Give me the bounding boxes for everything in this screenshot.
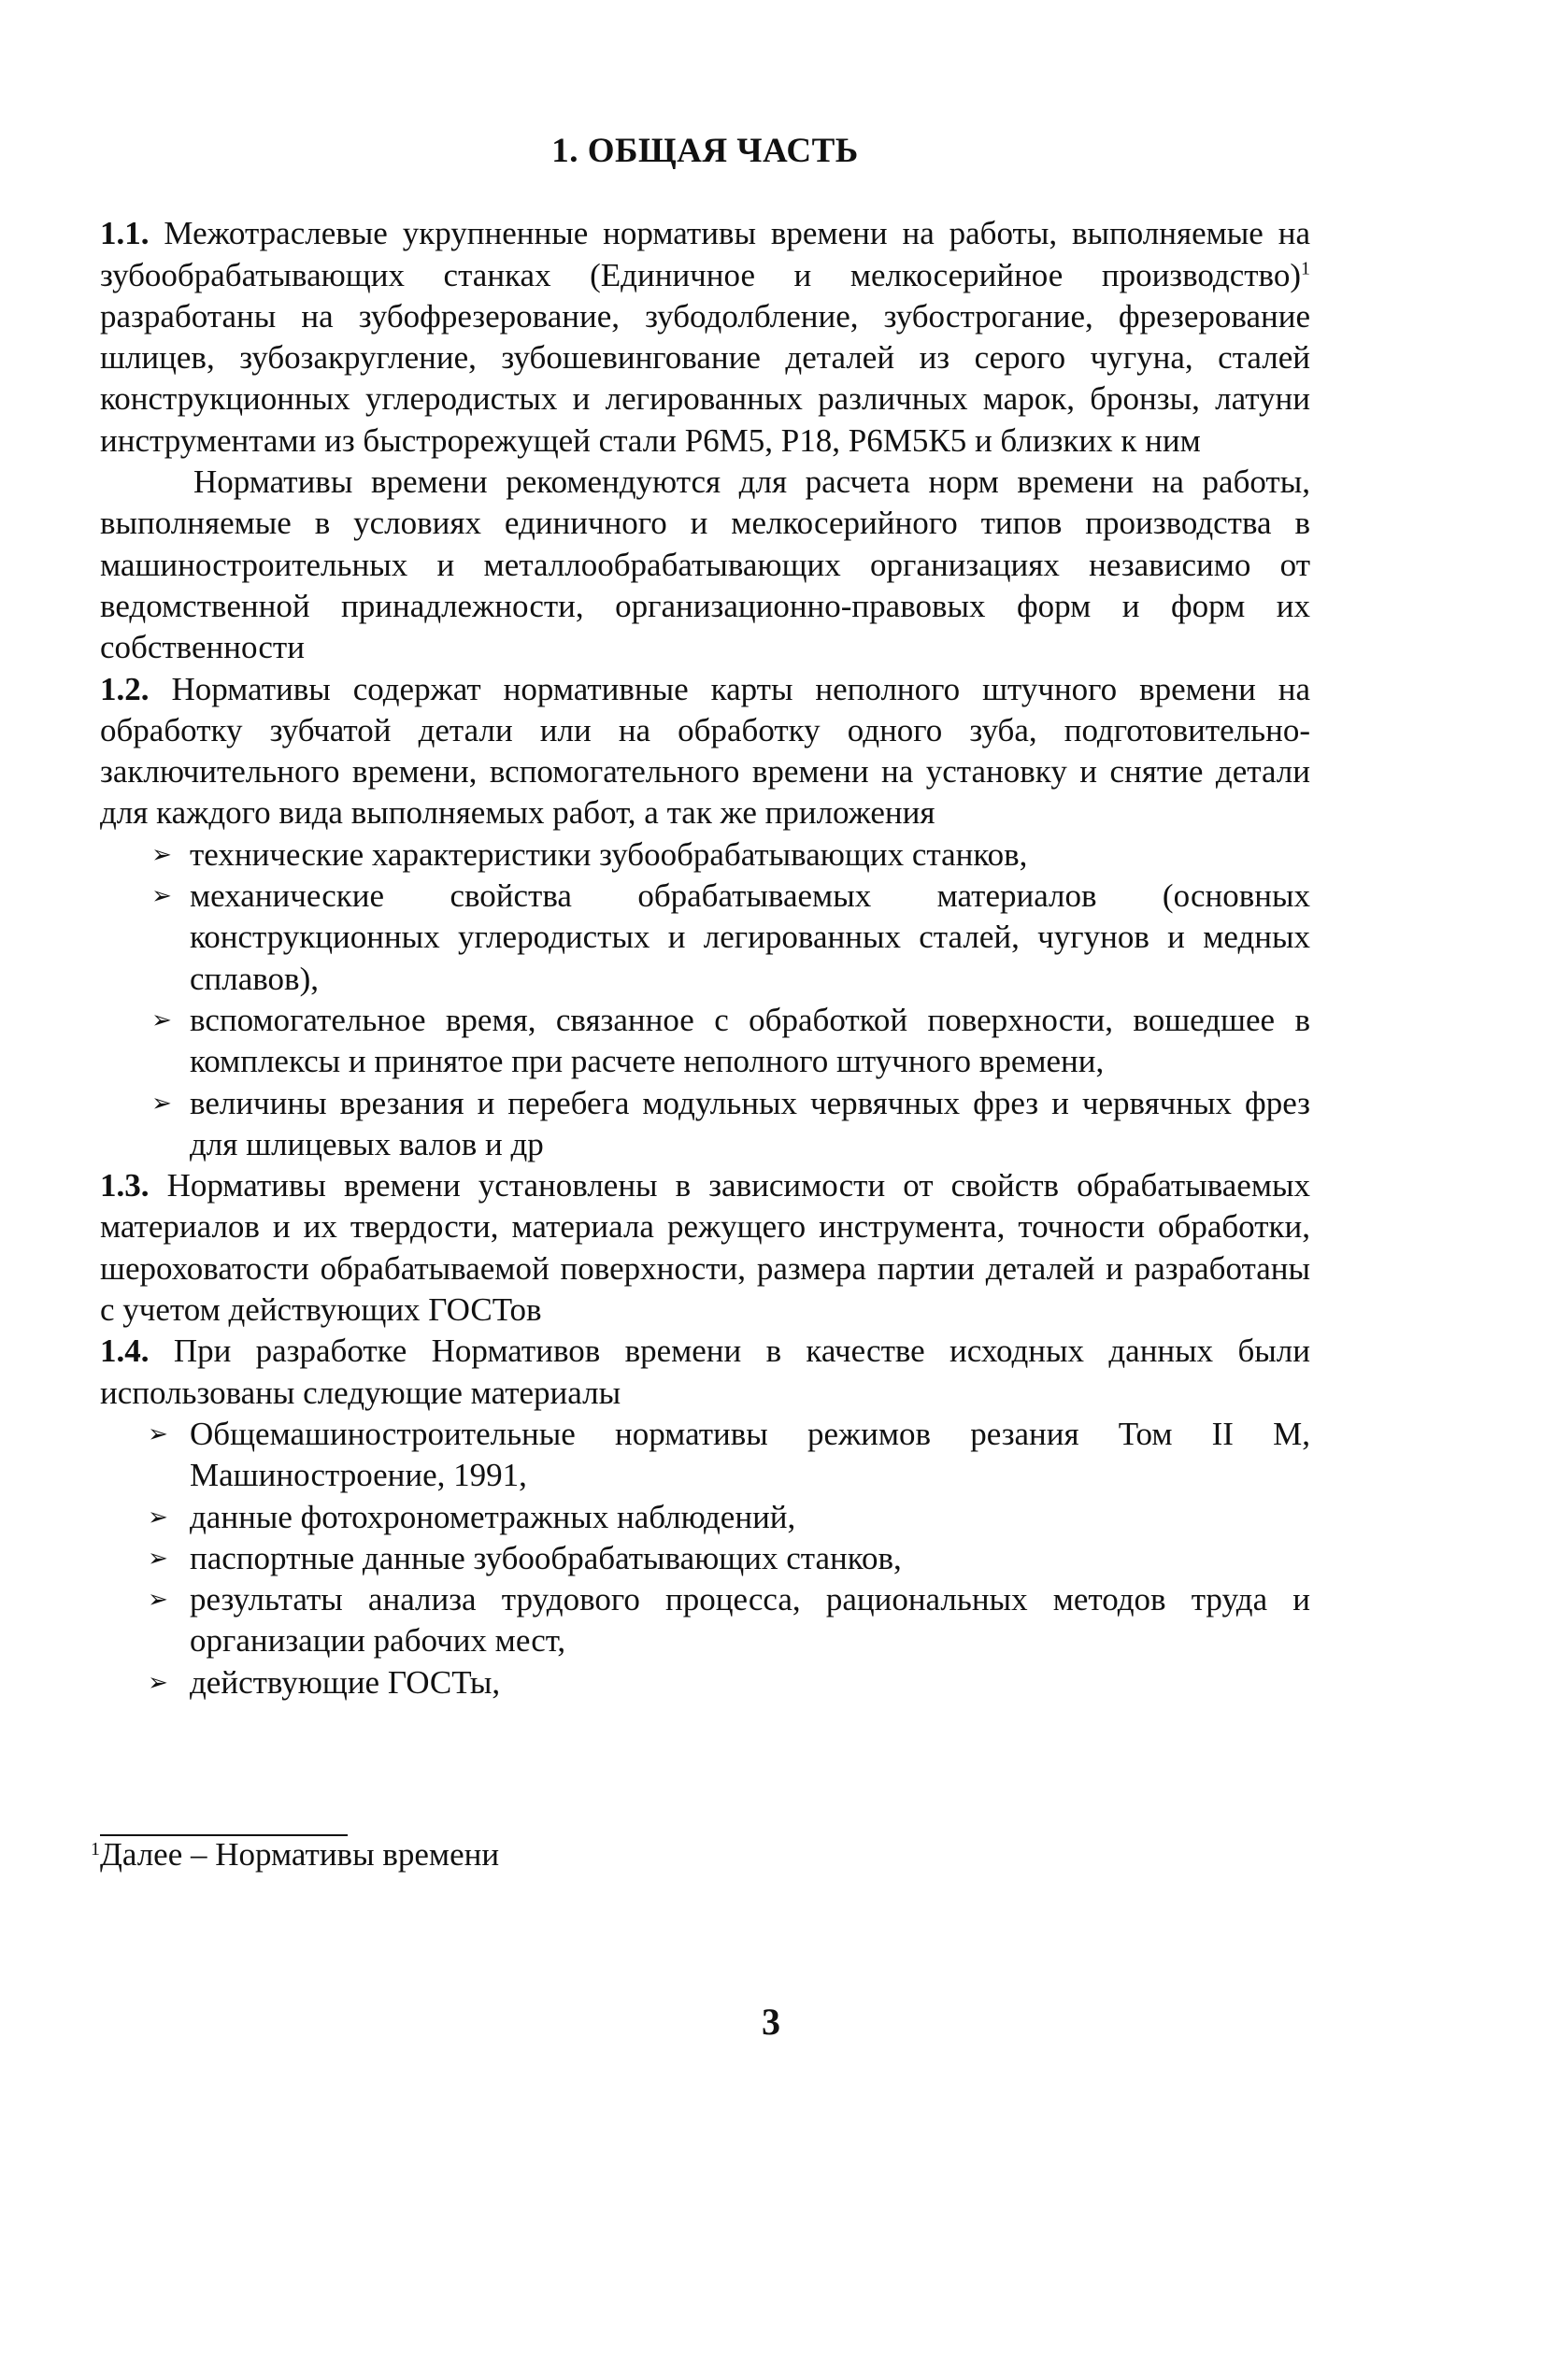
list-item [100,1083,1310,1166]
arrow-bullet-icon: ➢ [151,882,172,911]
paragraph-1-1-text-a: Межотраслевые укрупненные нормативы времени на работы, выполняемые на зубообрабатывающих станках (Единичное и мелкосерийное производство) [100,215,1310,293]
list-item [100,1414,1310,1497]
document-page [100,131,1310,1703]
paragraph-1-1-second: Нормативы времени рекомендуются для расчета норм времени на работы, выполняемые в условиях единичного и мелкосерийного типов производства в машиностроительных и металлообрабатывающих организациях независимо от ведомственной принадлежности, организационно-правовых форм и форм их собственности [100,463,1310,666]
paragraph-1-3 [100,1165,1310,1331]
paragraph-1-2-text: Нормативы содержат нормативные карты неполного штучного времени на обработку зубчатой детали или на обработку одного зуба, подготовительно-заключительного времени, вспомогательного времени на установку и снятие детали для каждого вида выполняемых работ, а так же приложения [100,670,1311,832]
list-item-text: технические характеристики зубообрабатывающих станков, [190,835,1028,873]
arrow-bullet-icon: ➢ [151,1089,172,1118]
section-number-1-3: 1.3. [100,1167,150,1204]
footnote [91,1834,499,1875]
arrow-bullet-icon: ➢ [148,1586,168,1615]
arrow-bullet-icon: ➢ [148,1544,168,1573]
list-item-text: паспортные данные зубообрабатывающих станков, [190,1539,902,1576]
footnote-reference: 1 [1301,257,1310,278]
appendix-list [100,834,1310,1165]
paragraph-1-4-text: При разработке Нормативов времени в качестве исходных данных были использованы следующие материалы [100,1333,1310,1411]
list-item-text: результаты анализа трудового процесса, рациональных методов труда и организации рабочих мест, [190,1581,1310,1660]
list-item [100,1579,1310,1662]
footnote-mark: 1 [91,1839,100,1860]
footnote-text: Далее – Нормативы времени [100,1836,500,1873]
section-number-1-4: 1.4. [100,1333,150,1370]
list-item-text: механические свойства обрабатываемых материалов (основных конструкционных углеродистых и легированных сталей, чугунов и медных сплавов), [190,877,1310,997]
list-item [100,1662,1310,1703]
source-materials-list [100,1414,1310,1703]
arrow-bullet-icon: ➢ [148,1668,168,1697]
page-number: 3 [762,2001,780,2043]
list-item [100,1497,1310,1538]
list-item-text: вспомогательное время, связанное с обработкой поверхности, вошедшее в комплексы и принятое при расчете неполного штучного времени, [190,1001,1310,1080]
arrow-bullet-icon: ➢ [148,1419,168,1448]
paragraph-1-1 [100,213,1310,462]
list-item-text: данные фотохронометражных наблюдений, [190,1498,796,1535]
list-item-text: действующие ГОСТы, [190,1663,501,1701]
paragraph-1-2 [100,669,1310,834]
paragraph-1-1-text-b: разработаны на зубофрезерование, зубодолбление, зубострогание, фрезерование шлицев, зубозакругление, зубошевингование деталей из серого чугуна, сталей конструкционных углеродистых и легированных различных марок, бронзы, латуни инструментами из быстрорежущей стали Р6М5, Р18, Р6М5К5 и близких к ним [100,297,1310,459]
arrow-bullet-icon: ➢ [148,1503,168,1532]
section-number-1-1: 1.1. [100,215,150,252]
list-item [100,1538,1310,1579]
section-number-1-2: 1.2. [100,670,150,707]
section-heading: 1. ОБЩАЯ ЧАСТЬ [551,132,859,170]
paragraph-1-3-text: Нормативы времени установлены в зависимости от свойств обрабатываемых материалов и их твердости, материала режущего инструмента, точности обработки, шероховатости обрабатываемой поверхности, размера партии деталей и разработаны с учетом действующих ГОСТов [100,1167,1310,1329]
list-item [100,1000,1310,1083]
arrow-bullet-icon: ➢ [151,1005,172,1034]
list-item-text: Общемашиностроительные нормативы режимов резания Том II М, Машиностроение, 1991, [190,1415,1310,1494]
list-item-text: величины врезания и перебега модульных червячных фрез и червячных фрез для шлицевых валов и др [190,1084,1310,1162]
paragraph-1-4 [100,1331,1310,1414]
arrow-bullet-icon: ➢ [151,840,172,869]
list-item [100,834,1310,876]
list-item [100,876,1310,1000]
